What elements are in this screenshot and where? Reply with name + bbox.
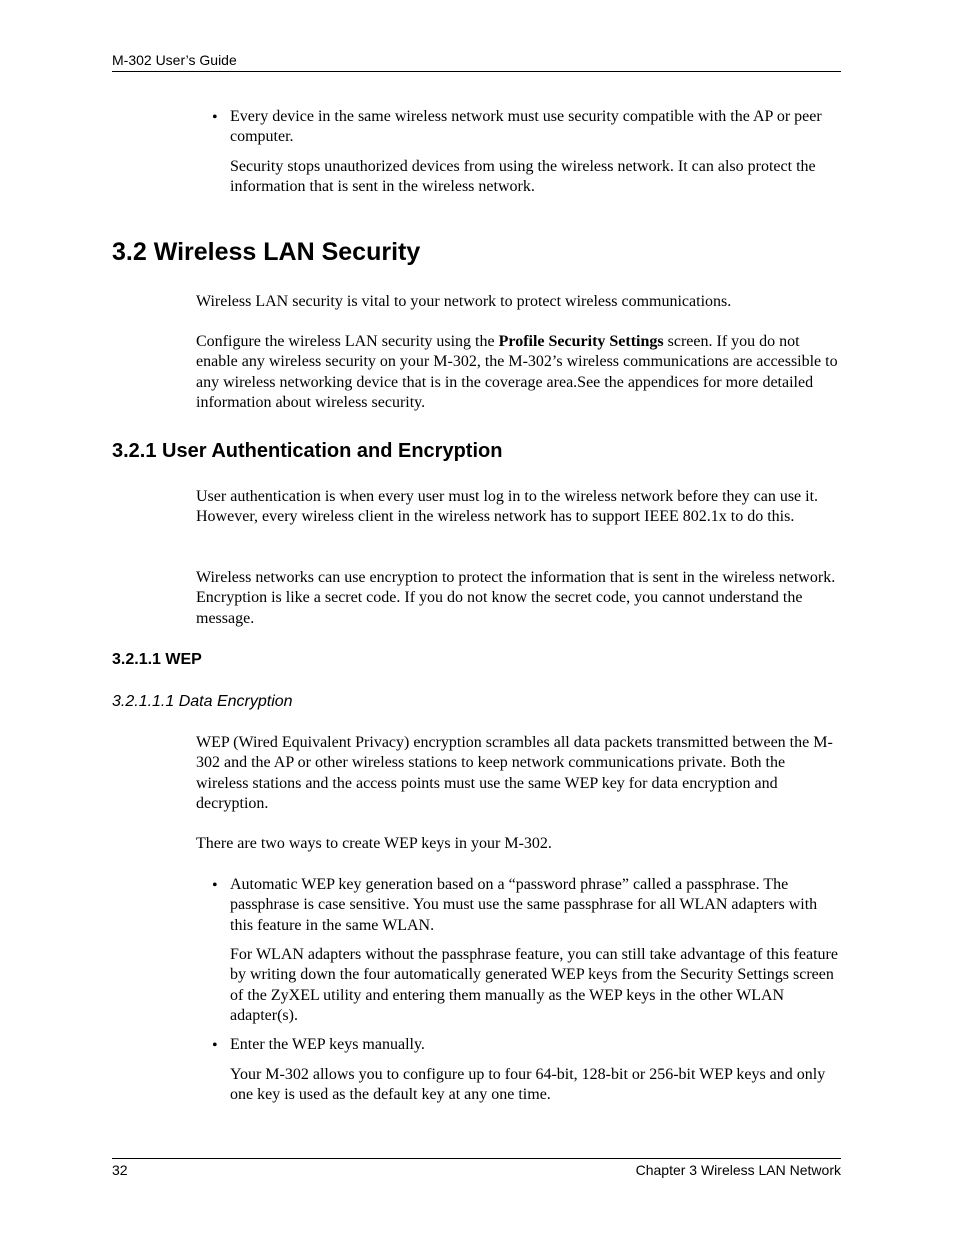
footer-rule <box>112 1158 841 1159</box>
bullet-marker: • <box>212 1037 218 1054</box>
wep-bullet-2-text: Enter the WEP keys manually. <box>230 1036 425 1053</box>
paragraph-data-encryption-p1: WEP (Wired Equivalent Privacy) encryption scrambles all data packets transmitted between the M-302 and the AP or other wireless stations to keep network communications private. Both the wireless stations and the access points must use the same WEP key for data encryption and decryption. <box>196 734 833 812</box>
page-number: 32 <box>112 1162 128 1178</box>
paragraph-3-2-p1: Wireless LAN security is vital to your network to protect wireless communications. <box>196 293 732 310</box>
footer-chapter-title: Chapter 3 Wireless LAN Network <box>635 1162 841 1178</box>
section-heading-3-2: 3.2 Wireless LAN Security <box>112 238 421 266</box>
bullet-marker: • <box>212 109 218 126</box>
wep-bullet-1-followup: For WLAN adapters without the passphrase feature, you can still take advantage of this feature by writing down the four automatically generated WEP keys from the Security Settings screen of the ZyXEL utility and entering them manually as the WEP keys in the other WLAN adapter(s). <box>230 946 838 1024</box>
section-heading-3-2-1: 3.2.1 User Authentication and Encryption <box>112 440 503 462</box>
paragraph-3-2-1-p1: User authentication is when every user must log in to the wireless network before they can use it. However, every wireless client in the wireless network has to support IEEE 802.1x to do this. <box>196 488 819 526</box>
paragraph-3-2-p2-after: screen. If you do not enable any wireless security on your M-302, the M-302’s wireless communications are accessible to any wireless networking device that is in the coverage area.See the appendices for more detailed information about wireless security. <box>196 333 838 411</box>
running-header-title: M-302 User’s Guide <box>112 52 237 68</box>
header-rule <box>112 71 841 72</box>
section-heading-3-2-1-1-1: 3.2.1.1.1 Data Encryption <box>112 693 293 710</box>
bullet-marker: • <box>212 877 218 894</box>
wep-bullet-1-text: Automatic WEP key generation based on a “password phrase” called a passphrase. The passphrase is case sensitive. You must use the same passphrase for all WLAN adapters with this feature in the same WLAN. <box>230 876 818 934</box>
paragraph-3-2-p2 <box>196 332 841 413</box>
paragraph-3-2-p2-before: Configure the wireless LAN security using the <box>196 333 499 350</box>
paragraph-3-2-1-p2: Wireless networks can use encryption to protect the information that is sent in the wireless network. Encryption is like a secret code. If you do not know the secret code, you cannot understand the message. <box>196 569 836 627</box>
wep-bullet-2-followup: Your M-302 allows you to configure up to four 64-bit, 128-bit or 256-bit WEP keys and only one key is used as the default key at any one time. <box>230 1066 826 1104</box>
intro-bullet-text: Every device in the same wireless network must use security compatible with the AP or peer computer. <box>230 108 822 146</box>
profile-security-settings-term: Profile Security Settings <box>498 333 664 350</box>
paragraph-data-encryption-p2: There are two ways to create WEP keys in your M-302. <box>196 835 552 852</box>
section-heading-3-2-1-1: 3.2.1.1 WEP <box>112 651 202 668</box>
intro-bullet-followup: Security stops unauthorized devices from using the wireless network. It can also protect the information that is sent in the wireless network. <box>230 158 816 196</box>
